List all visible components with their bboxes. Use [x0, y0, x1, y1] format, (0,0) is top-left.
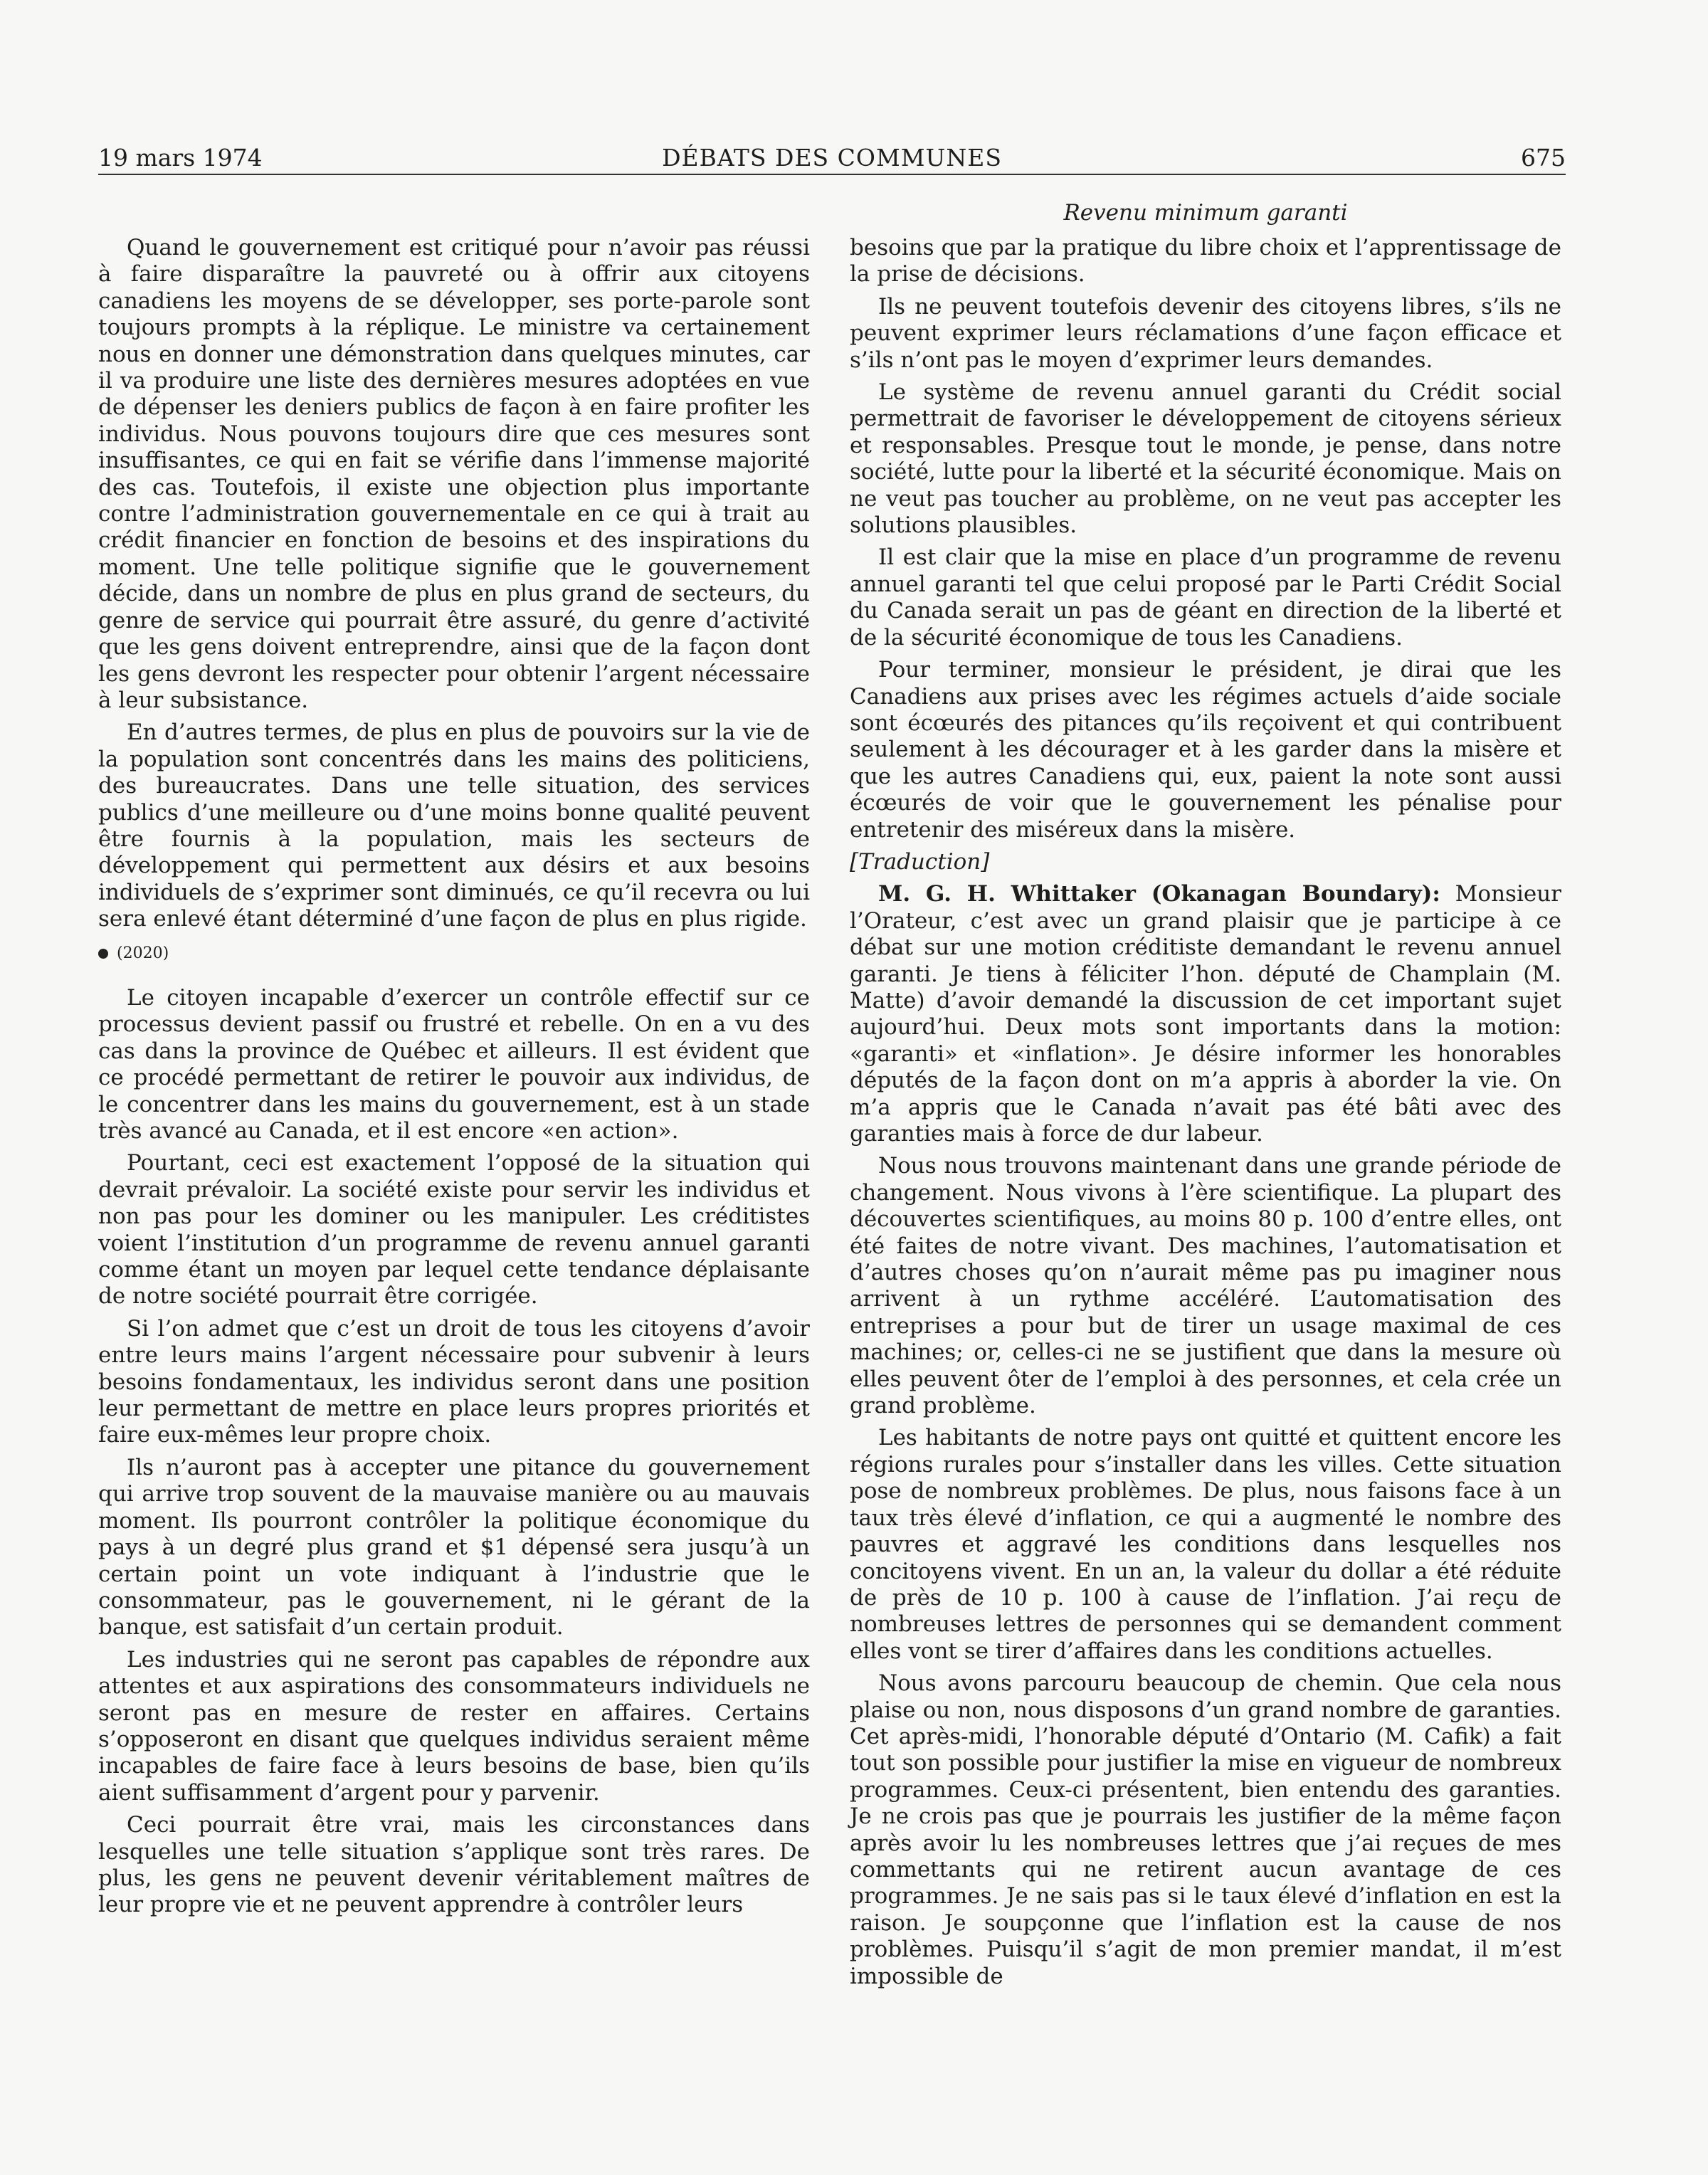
paragraph: Si l’on admet que c’est un droit de tous les citoyens d’avoir entre leurs mains l’argent nécessaire pour subvenir à leurs besoins fondamentaux, les individus seront dans une position leur permettant de mettre en place leurs propres priorités et faire eux-mêmes leur propre choix.	[98, 1315, 810, 1448]
time-marker	[98, 940, 810, 967]
paragraph: Les industries qui ne seront pas capables de répondre aux attentes et aux aspirations des consommateurs individuels ne seront pas en mesure de rester en affaires. Certains s’opposeront en disant que quelques individus seraient même incapables de faire face à leurs besoins de base, bien qu’ils aient suffisamment d’argent pour y parvenir.	[98, 1646, 810, 1806]
paragraph: Quand le gouvernement est critiqué pour n’avoir pas réussi à faire disparaître la pauvreté ou à offrir aux citoyens canadiens les moyens de se développer, ses porte-parole sont toujours prompts à la réplique. Le ministre va certainement nous en donner une démonstration dans quelques minutes, car il va produire une liste des dernières mesures adoptées en vue de dépenser les deniers publics de façon à en faire profiter les individus. Nous pouvons toujours dire que ces mesures sont insuffisantes, ce qui en fait se vérifie dans l’immense majorité des cas. Toutefois, il existe une objection plus importante contre l’administration gouvernementale en ce qui à trait au crédit financier en fonction de besoins et des inspirations du moment. Une telle politique signifie que le gouvernement décide, dans un nombre de plus en plus grand de secteurs, du genre de service qui pourrait être assuré, du genre d’activité que les gens doivent entreprendre, ainsi que de la façon dont les gens devront les respecter pour obtenir l’argent nécessaire à leur subsistance.	[98, 235, 810, 713]
paragraph: Ceci pourrait être vrai, mais les circonstances dans lesquelles une telle situation s’applique sont très rares. De plus, les gens ne peuvent devenir véritablement maîtres de leur propre vie et ne peuvent apprendre à contrôler leurs	[98, 1812, 810, 1918]
page-header	[98, 142, 1566, 174]
left-column	[98, 235, 810, 1924]
speaker-paragraph	[850, 881, 1561, 1147]
paragraph: Il est clair que la mise en place d’un programme de revenu annuel garanti tel que celui proposé par le Parti Crédit Social du Canada serait un pas de géant en direction de la liberté et de la sécurité économique de tous les Canadiens.	[850, 544, 1561, 651]
paragraph: Ils ne peuvent toutefois devenir des citoyens libres, s’ils ne peuvent exprimer leurs réclamations d’une façon efficace et s’ils n’ont pas le moyen d’exprimer leurs demandes.	[850, 293, 1561, 373]
paragraph: Pour terminer, monsieur le président, je dirai que les Canadiens aux prises avec les régimes actuels d’aide sociale sont écœurés des pitances qu’ils reçoivent et qui contribuent seulement à les décourager et à les garder dans la misère et que les autres Canadiens qui, eux, paient la note sont aussi écœurés de voir que le gouvernement les pénalise pour entretenir des miséreux dans la misère.	[850, 657, 1561, 843]
header-rule	[98, 174, 1566, 175]
paragraph: Pourtant, ceci est exactement l’opposé de la situation qui devrait prévaloir. La société existe pour servir les individus et non pas pour les dominer ou les manipuler. Les créditistes voient l’institution d’un programme de revenu annuel garanti comme étant un moyen par lequel cette tendance déplaisante de notre société pourrait être corrigée.	[98, 1150, 810, 1310]
paragraph: En d’autres termes, de plus en plus de pouvoirs sur la vie de la population sont concentrés dans les mains des politiciens, des bureaucrates. Dans une telle situation, des services publics d’une meilleure ou d’une moins bonne qualité peuvent être fournis à la population, mais les secteurs de développement qui permettent aux désirs et aux besoins individuels de s’exprimer sont diminués, ce qu’il recevra ou lui sera enlevé étant déterminé d’une façon de plus en plus rigide.	[98, 720, 810, 932]
speaker-name: M. G. H. Whittaker (Okanagan Boundary):	[878, 881, 1440, 907]
paragraph: Ils n’auront pas à accepter une pitance du gouvernement qui arrive trop souvent de la mauvaise manière ou au mauvais moment. Ils pourront contrôler la politique économique du pays à un degré plus grand et $1 dépensé sera jusqu’à un certain point un vote indiquant à l’industrie que le consommateur, pas le gouvernement, ni le gérant de la banque, est satisfait d’un certain produit.	[98, 1454, 810, 1641]
right-column	[850, 235, 1561, 1996]
paragraph: Le citoyen incapable d’exercer un contrôle effectif sur ce processus devient passif ou frustré et rebelle. On en a vu des cas dans la province de Québec et ailleurs. Il est évident que ce procédé permettant de retirer le pouvoir aux individus, de le concentrer dans les mains du gouvernement, est à un stade très avancé au Canada, et il est encore «en action».	[98, 984, 810, 1144]
header-title: DÉBATS DES COMMUNES	[662, 144, 1002, 172]
paragraph: Nous avons parcouru beaucoup de chemin. Que cela nous plaise ou non, nous disposons d’un grand nombre de garanties. Cet après-midi, l’honorable député d’Ontario (M. Cafik) a fait tout son possible pour justifier la mise en vigueur de nombreux programmes. Ceux-ci présentent, bien entendu des garanties. Je ne crois pas que je pourrais les justifier de la même façon après avoir lu les nombreuses lettres que j’ai reçues de mes commettants qui ne retirent aucun avantage de ces programmes. Je ne sais pas si le taux élevé d’inflation en est la raison. Je soupçonne que l’inflation est la cause de nos problèmes. Puisqu’il s’agit de mon premier mandat, il m’est impossible de	[850, 1670, 1561, 1989]
page-number: 675	[1521, 144, 1566, 172]
bullet-icon	[98, 949, 108, 959]
header-date: 19 mars 1974	[98, 144, 263, 172]
time-marker-label: (2020)	[117, 944, 169, 962]
translation-note: [Traduction]	[850, 848, 990, 875]
paragraph: Le système de revenu annuel garanti du Crédit social permettrait de favoriser le développement de citoyens sérieux et responsables. Presque tout le monde, je pense, dans notre société, lutte pour la liberté et la sécurité économique. Mais on ne veut pas toucher au problème, on ne veut pas accepter les solutions plausibles.	[850, 379, 1561, 539]
running-title: Revenu minimum garanti	[1063, 200, 1348, 226]
paragraph: Les habitants de notre pays ont quitté et quittent encore les régions rurales pour s’installer dans les villes. Cette situation pose de nombreux problèmes. De plus, nous faisons face à un taux très élevé d’inflation, ce qui a augmenté le nombre des pauvres et aggravé les conditions dans lesquelles nos concitoyens vivent. En un an, la valeur du dollar a été réduite de près de 10 p. 100 à cause de l’inflation. J’ai reçu de nombreuses lettres de personnes qui se demandent comment elles vont se tirer d’affaires dans les conditions actuelles.	[850, 1425, 1561, 1664]
paragraph: Nous nous trouvons maintenant dans une grande période de changement. Nous vivons à l’ère scientifique. La plupart des découvertes scientifiques, au moins 80 p. 100 d’entre elles, ont été faites de notre vivant. Des machines, l’automatisation et d’autres choses qu’on n’aurait même pas pu imaginer nous arrivent à un rythme accéléré. L’automatisation des entreprises a pour but de tirer un usage maximal de ces machines; or, celles-ci ne se justifient que dans la mesure où elles peuvent ôter de l’emploi à des personnes, et cela crée un grand problème.	[850, 1153, 1561, 1419]
speech-text: Monsieur l’Orateur, c’est avec un grand plaisir que je participe à ce débat sur une motion créditiste demandant le revenu annuel garanti. Je tiens à féliciter l’hon. député de Champlain (M. Matte) d’avoir demandé la discussion de cet important sujet aujourd’hui. Deux mots sont importants dans la motion: «garanti» et «inflation». Je désire informer les honorables députés de la façon dont on m’a appris à aborder la vie. On m’a appris que le Canada n’avait pas été bâti avec des garanties mais à force de dur labeur.	[850, 881, 1561, 1147]
paragraph: besoins que par la pratique du libre choix et l’apprentissage de la prise de décisions.	[850, 235, 1561, 288]
